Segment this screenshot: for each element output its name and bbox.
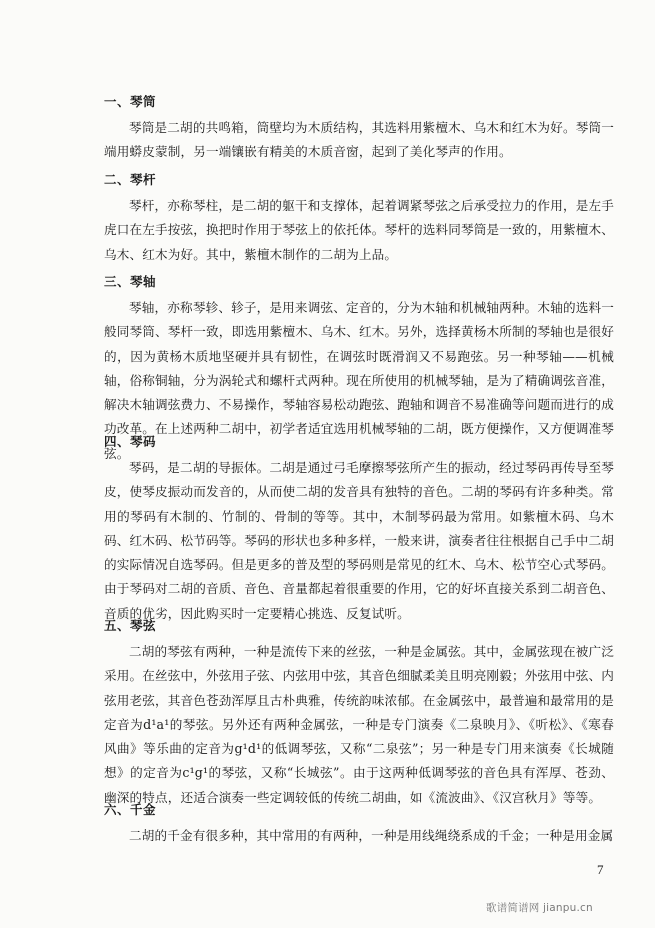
- section-text-qingan: 琴杆，亦称琴柱，是二胡的躯干和支撑体，起着调紧琴弦之后承受拉力的作用，是左手虎口在左手按弦，换把时作用于琴弦上的依托体。琴杆的选料同琴筒是一致的，用紫檀木、乌木、红木为好。其中，紫檀木制作的二胡为上品。: [104, 198, 614, 262]
- section-title-qintong: 一、琴筒: [104, 94, 157, 109]
- section-title-qinxian: 五、琴弦: [104, 618, 157, 633]
- section-title-qianjin: 六、千金: [104, 802, 157, 817]
- site-watermark: 歌谱简谱网 jianpu.cn: [486, 902, 593, 914]
- section-text-qinma: 琴码，是二胡的导振体。二胡是通过弓毛摩擦琴弦所产生的振动，经过琴码再传导至琴皮，使琴皮振动而发音的，从而使二胡的发音具有独特的音色。二胡的琴码有许多种类。常用的琴码有木制的、竹制的、骨制的等等。其中，木制琴码最为常用。如紫檀木码、乌木码、红木码、松节码等。琴码的形状也多种多样，一般来讲，演奏者往往根据自己手中二胡的实际情况自选琴码。但是更多的普及型的琴码则是常见的红木、乌木、松节空心式琴码。由于琴码对二胡的音质、音色、音量都起着很重要的作用，它的好坏直接关系到二胡音色、音质的优劣，因此购买时一定要精心挑选、反复试听。: [104, 460, 614, 621]
- section-text-qintong: 琴筒是二胡的共鸣箱，筒壁均为木质结构，其选料用紫檀木、乌木和红木为好。琴筒一端用蟒皮蒙制，另一端镶嵌有精美的木质音窗，起到了美化琴声的作用。: [104, 120, 614, 160]
- section-text-qinzhou: 琴轴，亦称琴轸、轸子，是用来调弦、定音的，分为木轴和机械轴两种。木轴的选料一般同琴筒、琴杆一致，即选用紫檀木、乌木、红木。另外，选择黄杨木所制的琴轴也是很好的，因为黄杨木质地坚硬并具有韧性，在调弦时既滑润又不易跑弦。另一种琴轴——机械轴，俗称铜轴，分为涡轮式和螺杆式两种。现在所使用的机械琴轴，是为了精确调弦音准，解决木轴调弦费力、不易操作，琴轴容易松动跑弦、跑轴和调音不易准确等问题而进行的成功改革。在上述两种二胡中，初学者适宜选用机械琴轴的二胡，既方便操作，又方便调准琴弦。: [104, 300, 614, 461]
- page-number: 7: [597, 862, 604, 877]
- section-title-qinma: 四、琴码: [104, 434, 157, 449]
- section-text-qianjin: 二胡的千金有很多种，其中常用的有两种，一种是用线绳绕系成的千金；一种是用金属: [129, 828, 614, 843]
- section-text-qinxian: 二胡的琴弦有两种，一种是流传下来的丝弦，一种是金属弦。其中，金属弦现在被广泛采用。在丝弦中，外弦用子弦、内弦用中弦，其音色细腻柔美且明亮刚毅；外弦用中弦、内弦用老弦，其音色苍劲浑厚且古朴典雅，传统韵味浓郁。在金属弦中，最普遍和最常用的是定音为d¹a¹的琴弦。另外还有两种金属弦，一种是专门演奏《二泉映月》、《听松》、《寒春风曲》等乐曲的定音为g¹d¹的低调琴弦，又称“二泉弦”；另一种是专门用来演奏《长城随想》的定音为c¹g¹的琴弦，又称“长城弦”。由于这两种低调琴弦的音色具有浑厚、苍劲、幽深的特点，还适合演奏一些定调较低的传统二胡曲，如《流波曲》、《汉宫秋月》等等。: [104, 644, 614, 805]
- section-title-qingan: 二、琴杆: [104, 172, 157, 187]
- section-title-qinzhou: 三、琴轴: [104, 274, 157, 289]
